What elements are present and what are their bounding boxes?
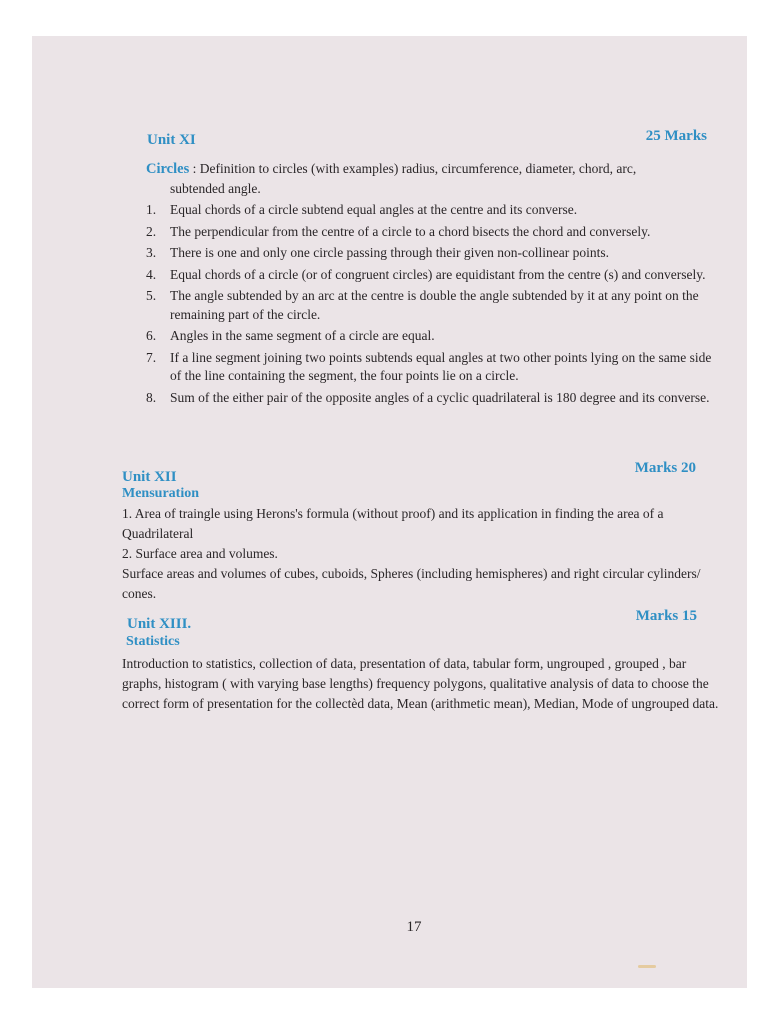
list-item	[146, 266, 718, 285]
circles-definition	[146, 159, 716, 198]
item-text: There is one and only one circle passing through their given non-collinear points.	[170, 245, 610, 260]
list-item	[146, 327, 718, 346]
item-text: Equal chords of a circle subtend equal angles at the centre and its converse.	[170, 202, 578, 217]
item-number: 5.	[146, 288, 157, 303]
item-number: 4.	[146, 266, 157, 282]
item-text: Angles in the same segment of a circle are equal.	[170, 328, 435, 343]
statistics-body-text: Introduction to statistics, collection of data, presentation of data, tabular form, ungrouped , grouped , bar graphs, histogram ( with varying base lengths) frequency polygons, qualitative analysis of data to choose the correct form of presentation for the collectèd data, Mean (arithmetic mean), Median, Mode of ungrouped data.	[122, 656, 719, 711]
circles-lead: Circles	[146, 161, 190, 177]
list-item	[146, 349, 718, 386]
unit-12-marks: Marks 20	[634, 460, 696, 476]
item-number: 6.	[146, 328, 157, 343]
statistics-subtitle: Statistics	[126, 634, 180, 649]
mensuration-subtitle: Mensuration	[122, 486, 199, 501]
list-item	[146, 244, 718, 263]
item-number: 1.	[146, 202, 157, 217]
item-number: 3.	[146, 245, 157, 260]
item-number: 2.	[146, 223, 157, 239]
mensuration-area-text: 1. Area of traingle using Herons's formula (without proof) and its application in finding the area of a Quadrilateral	[122, 506, 664, 541]
item-number: 7.	[146, 349, 157, 365]
item-text: Equal chords of a circle (or of congruent circles) are equidistant from the centre (s) and conversely.	[170, 266, 706, 282]
unit-13-marks: Marks 15	[635, 608, 697, 624]
unit-13-title: Unit XIII.	[127, 616, 192, 632]
item-text: Sum of the either pair of the opposite angles of a cyclic quadrilateral is 180 degree and its converse.	[170, 389, 710, 405]
list-item	[146, 389, 718, 408]
circle-theorems-list	[146, 201, 718, 410]
page-number: 17	[406, 919, 422, 935]
unit-11-title: Unit XI	[147, 132, 196, 148]
item-number: 8.	[146, 389, 157, 405]
unit-11-marks: 25 Marks	[645, 128, 707, 144]
mensuration-volumes-text: Surface areas and volumes of cubes, cuboids, Spheres (including hemispheres) and right circular cylinders/ cones.	[122, 566, 701, 601]
list-item	[146, 201, 718, 220]
item-text: If a line segment joining two points subtends equal angles at two other points lying on the same side of the line containing the segment, the four points lie on a circle.	[170, 349, 712, 383]
item-text: The angle subtended by an arc at the centre is double the angle subtended by it at any point on the remaining part of the circle.	[170, 288, 699, 322]
list-item	[146, 223, 718, 242]
paper-mark	[638, 965, 656, 968]
circles-intro-continued: subtended angle.	[170, 181, 261, 196]
document-page	[32, 36, 747, 988]
list-item	[146, 287, 718, 324]
mensuration-surface-text: 2. Surface area and volumes.	[122, 546, 278, 561]
item-text: The perpendicular from the centre of a circle to a chord bisects the chord and conversely.	[170, 223, 651, 239]
unit-12-title: Unit XII	[122, 469, 177, 485]
circles-intro-text: : Definition to circles (with examples) radius, circumference, diameter, chord, arc,	[189, 161, 637, 176]
